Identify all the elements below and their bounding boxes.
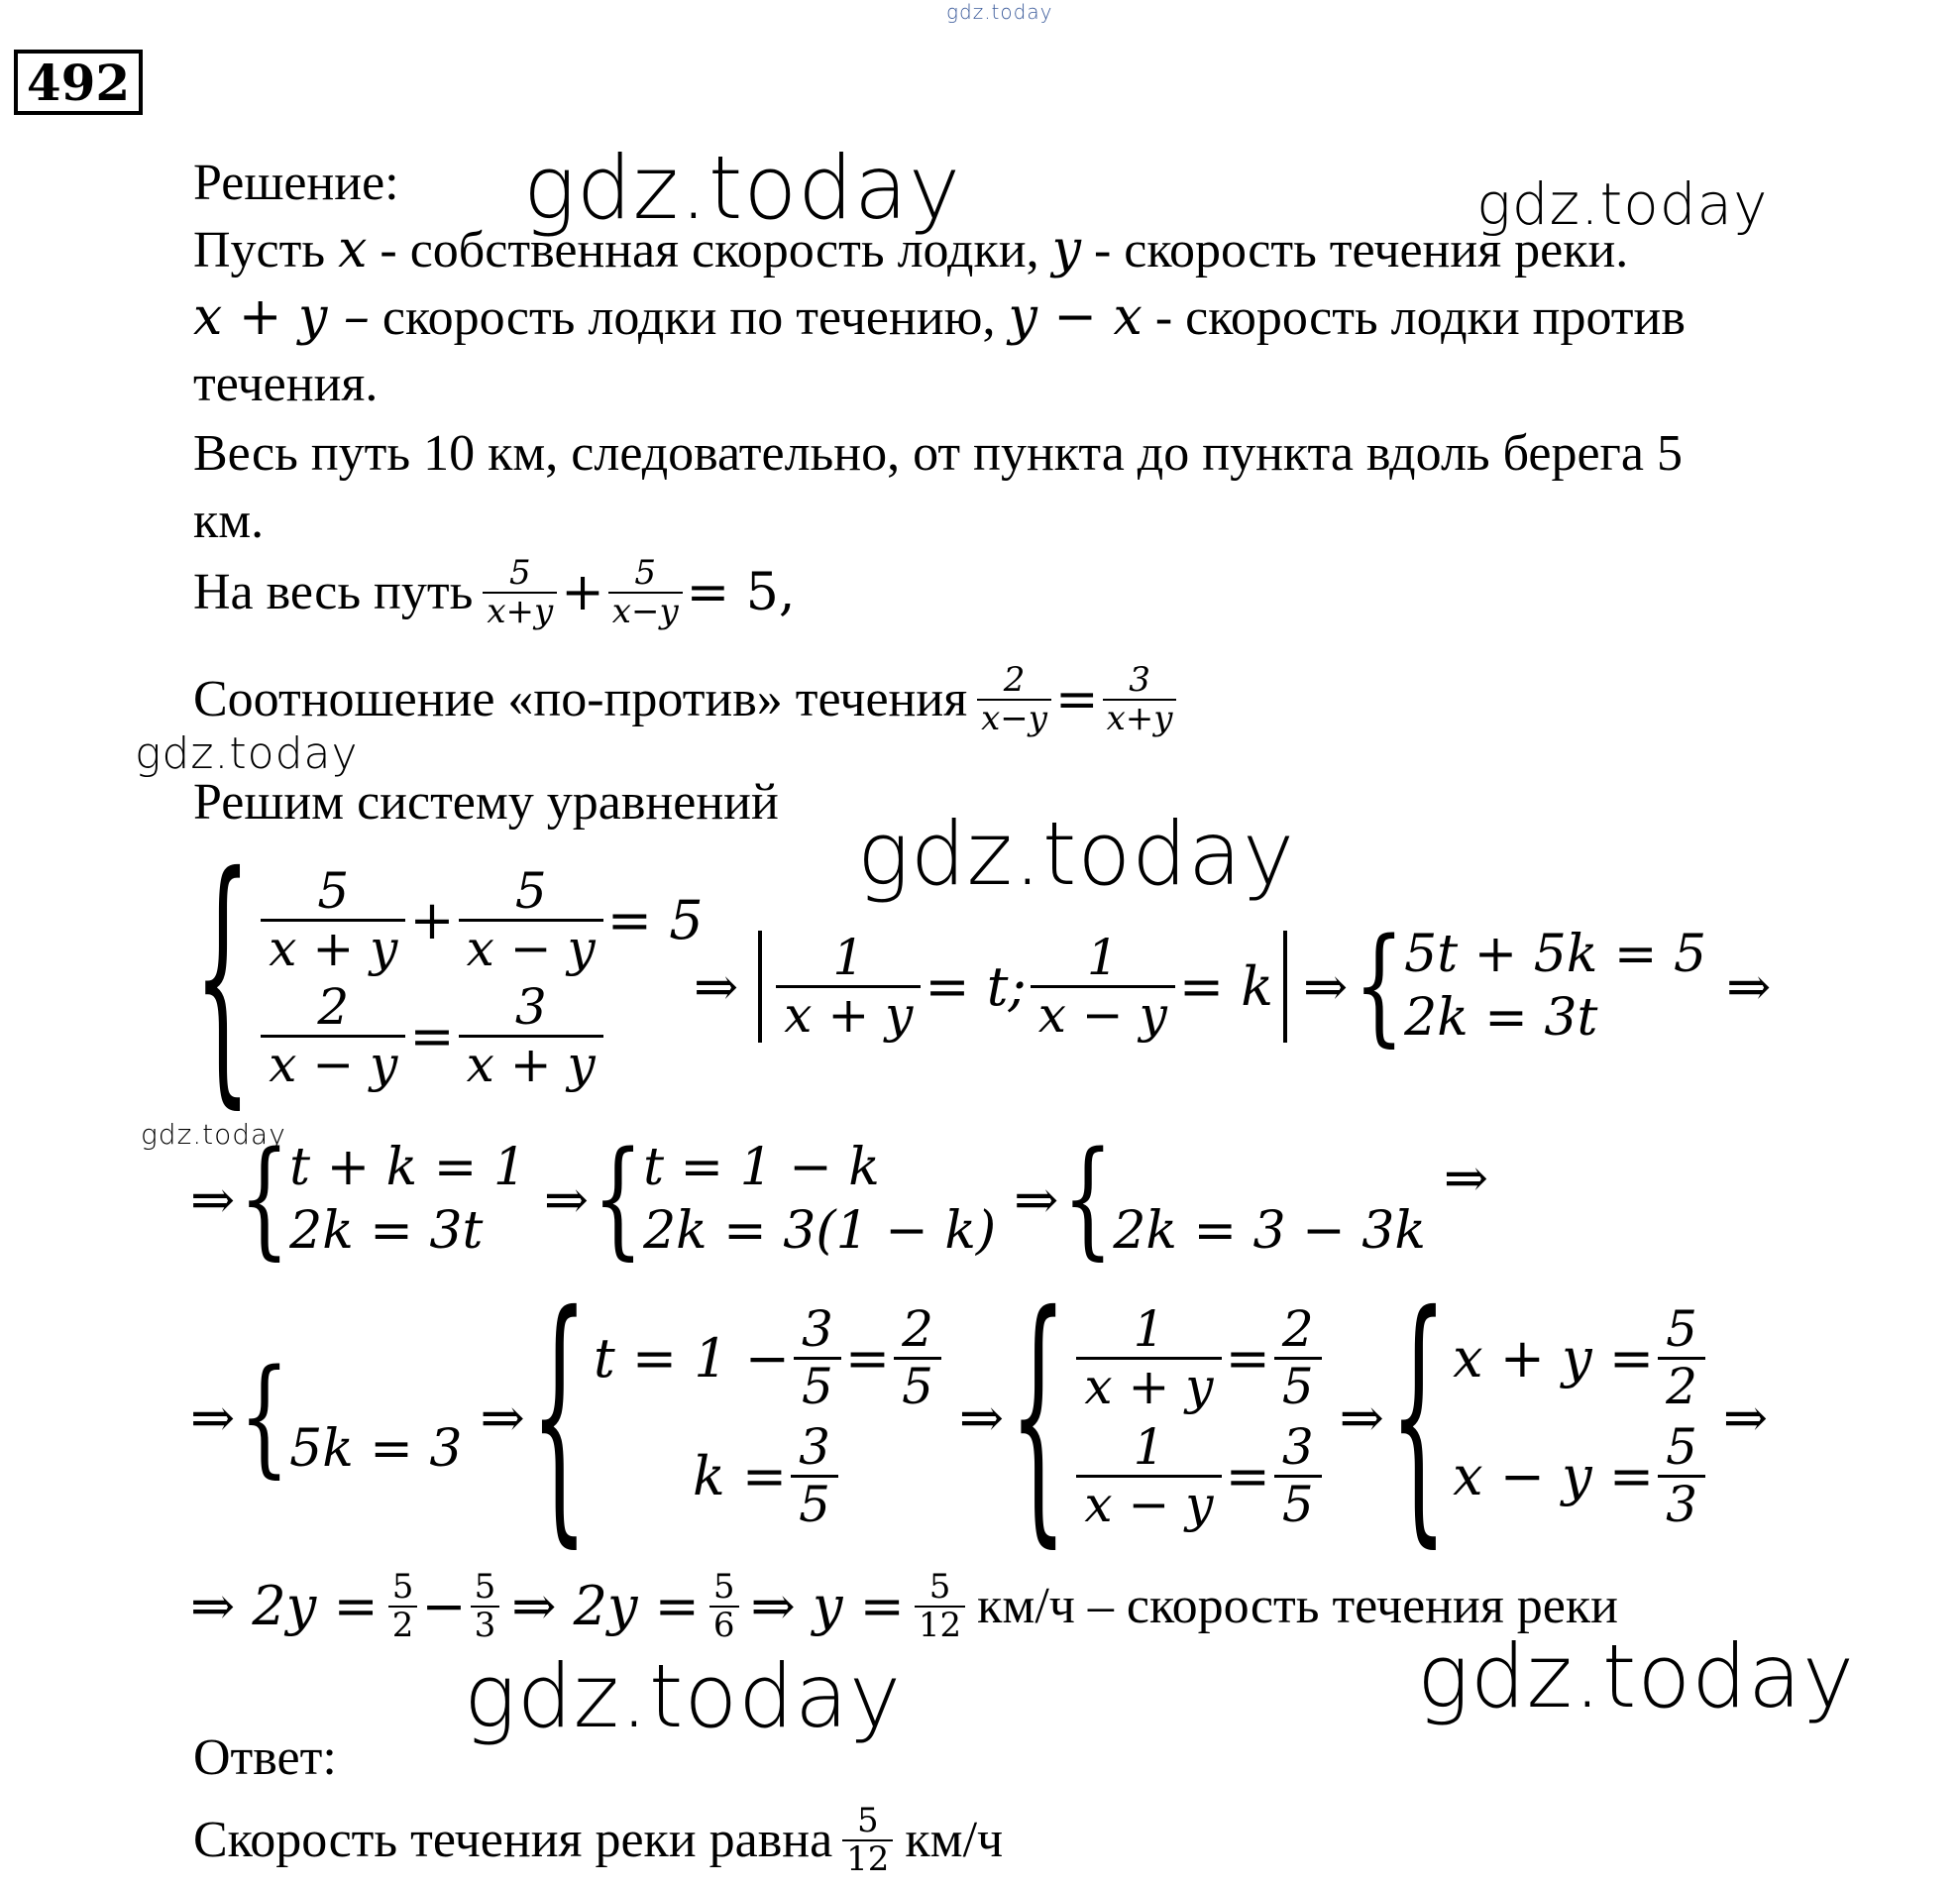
denominator: 5 xyxy=(1274,1357,1322,1414)
substitution-row xyxy=(694,911,1772,1059)
numerator: 2 xyxy=(1281,1300,1314,1358)
fraction xyxy=(459,864,603,976)
line-2 xyxy=(193,287,1686,348)
line-4: Весь путь 10 км, следовательно, от пункта до пункта вдоль берега 5 xyxy=(193,425,1683,482)
numerator: 1 xyxy=(832,928,865,986)
t-eq: t = 1 − xyxy=(593,1327,791,1390)
system-row: 5t + 5k = 5 xyxy=(1404,925,1707,984)
line-3: течения. xyxy=(193,356,379,412)
answer-text: Скорость течения реки равна xyxy=(193,1812,833,1868)
two-y-eq: ⇒ 2y = xyxy=(511,1575,700,1637)
system-row: 2k = 3t xyxy=(1404,988,1598,1048)
fraction xyxy=(471,1566,500,1645)
denominator: x+y xyxy=(1103,699,1177,737)
system-6 xyxy=(289,1354,462,1481)
denominator: 6 xyxy=(709,1606,739,1644)
implies-arrow: ⇒ xyxy=(480,1386,525,1449)
system-row: 5k = 3 xyxy=(289,1419,463,1479)
y-eq: ⇒ y = xyxy=(750,1575,905,1637)
numerator: 5 xyxy=(1666,1300,1697,1358)
line-2-b: - скорость лодки против xyxy=(1154,289,1686,346)
implies-arrow: ⇒ xyxy=(190,1386,236,1449)
implies-arrow: ⇒ xyxy=(543,1167,590,1231)
speed-unit: км/ч – скорость течения реки xyxy=(977,1578,1618,1634)
system-3 xyxy=(289,1136,526,1263)
line-6-a: На весь путь xyxy=(193,564,474,621)
result-line xyxy=(190,1562,1618,1651)
denominator: 3 xyxy=(1658,1475,1705,1532)
row-3 xyxy=(190,1260,1769,1572)
fraction xyxy=(1274,1420,1322,1532)
denominator: 2 xyxy=(388,1606,418,1644)
denominator: 2 xyxy=(1658,1357,1705,1414)
fraction xyxy=(776,928,921,1044)
eq-k: = k xyxy=(1178,954,1273,1018)
fraction xyxy=(842,1800,893,1879)
x-minus-y-eq: x − y = xyxy=(1453,1445,1655,1507)
denominator: x−y xyxy=(977,699,1051,737)
numerator: 5 xyxy=(856,1800,879,1840)
fraction xyxy=(1103,662,1177,738)
watermark: gdz.today xyxy=(857,803,1296,905)
expr-y-minus-x: y − x xyxy=(1008,287,1143,347)
denominator: x + y xyxy=(1076,1357,1221,1414)
numerator: 3 xyxy=(799,1418,830,1476)
minus-sign: − xyxy=(421,1575,467,1637)
numerator: 3 xyxy=(514,978,547,1036)
problem-number: 492 xyxy=(14,50,143,115)
system-8 xyxy=(1072,1302,1325,1532)
line-7-a: Соотношение «по-против» течения xyxy=(193,671,968,728)
denominator: 12 xyxy=(915,1606,965,1644)
fraction xyxy=(791,1420,838,1532)
system-row: 2k = 3t xyxy=(289,1201,484,1261)
implies-arrow: ⇒ xyxy=(958,1386,1005,1449)
k-eq: k = xyxy=(692,1445,788,1507)
system-row: 2k = 3(1 − k) xyxy=(643,1201,997,1261)
line-1-c: - скорость течения реки. xyxy=(1093,222,1629,278)
numerator: 3 xyxy=(802,1300,833,1358)
system-5 xyxy=(1113,1136,1426,1263)
denominator: x + y xyxy=(459,1035,603,1092)
denominator: x − y xyxy=(1076,1475,1221,1532)
denominator: x − y xyxy=(459,919,603,976)
system-7 xyxy=(594,1302,945,1532)
system-2 xyxy=(1404,923,1706,1050)
fraction xyxy=(915,1566,965,1645)
system-row: t = 1 − k xyxy=(643,1138,880,1197)
numerator: 5 xyxy=(474,1566,496,1607)
implies-arrow: ⇒ xyxy=(1302,954,1349,1018)
watermark: gdz.today xyxy=(1476,170,1769,238)
left-brace: { xyxy=(239,1342,290,1491)
numerator: 5 xyxy=(928,1566,951,1607)
left-brace: { xyxy=(1389,1260,1448,1572)
numerator: 5 xyxy=(712,1566,735,1607)
fraction xyxy=(794,1302,841,1414)
line-2-a: скорость лодки по течению, xyxy=(381,289,996,346)
answer-unit: км/ч xyxy=(905,1812,1004,1868)
numerator: 5 xyxy=(508,553,531,593)
fraction xyxy=(261,864,405,976)
denominator: x + y xyxy=(776,985,921,1043)
numerator: 5 xyxy=(514,862,547,920)
equals-sign: = xyxy=(844,1327,891,1390)
line-1 xyxy=(193,220,1628,280)
left-brace: { xyxy=(239,1124,290,1273)
denominator: 5 xyxy=(1274,1475,1322,1532)
fraction xyxy=(1076,1420,1221,1532)
fraction xyxy=(1658,1420,1705,1532)
substitution xyxy=(758,928,1287,1044)
watermark: gdz.today xyxy=(141,1118,286,1151)
fraction xyxy=(1658,1302,1705,1414)
watermark: gdz.today xyxy=(1417,1625,1856,1727)
answer-label: Ответ: xyxy=(193,1729,337,1786)
fraction xyxy=(709,1566,739,1645)
numerator: 2 xyxy=(317,978,350,1036)
equals-sign: = xyxy=(1055,670,1099,730)
expr-x-plus-y: x + y – xyxy=(193,287,370,347)
equation-tail: = 5 xyxy=(606,889,704,951)
implies-arrow: ⇒ xyxy=(694,954,739,1018)
system-9 xyxy=(1453,1302,1709,1532)
system-row: t + k = 1 xyxy=(289,1138,526,1197)
equals-sign: = xyxy=(1225,1445,1270,1507)
var-x: x xyxy=(338,220,368,279)
system-row: 2k = 3 − 3k xyxy=(1113,1201,1426,1261)
numerator: 1 xyxy=(1133,1300,1165,1358)
system-1 xyxy=(194,821,704,1133)
denominator: x − y xyxy=(1031,985,1175,1043)
equals-sign: = xyxy=(409,1005,455,1067)
line-8: Решим систему уравнений xyxy=(193,774,779,831)
implies-arrow: ⇒ xyxy=(1722,1386,1769,1449)
line-1-a: Пусть xyxy=(193,222,326,278)
implies-arrow: ⇒ xyxy=(1726,954,1772,1018)
implies-arrow: ⇒ xyxy=(1443,1146,1489,1209)
numerator: 5 xyxy=(391,1566,414,1607)
denominator: 5 xyxy=(794,1357,841,1414)
equals-sign: = xyxy=(1225,1327,1270,1390)
fraction xyxy=(388,1566,418,1645)
eq-t: = t; xyxy=(925,954,1027,1018)
fraction xyxy=(1076,1302,1221,1414)
denominator: x+y xyxy=(483,592,557,630)
left-brace: { xyxy=(593,1124,644,1273)
numerator: 5 xyxy=(317,862,350,920)
plus-sign: + xyxy=(409,889,455,951)
fraction xyxy=(894,1302,941,1414)
plus-sign: + xyxy=(561,563,604,623)
fraction xyxy=(608,555,683,631)
numerator: 3 xyxy=(1281,1418,1314,1476)
implies-arrow: ⇒ xyxy=(1014,1167,1059,1231)
x-plus-y-eq: x + y = xyxy=(1453,1327,1655,1390)
denominator: 5 xyxy=(791,1475,838,1532)
answer-line xyxy=(193,1796,1003,1885)
line-7 xyxy=(193,662,1180,738)
implies-arrow: ⇒ xyxy=(190,1167,236,1231)
denominator: 12 xyxy=(842,1839,893,1878)
numerator: 2 xyxy=(902,1300,933,1358)
left-brace: { xyxy=(1354,911,1405,1059)
watermark: gdz.today xyxy=(135,728,359,779)
numerator: 5 xyxy=(1666,1418,1697,1476)
numerator: 1 xyxy=(1133,1418,1165,1476)
var-y: y xyxy=(1051,220,1081,279)
fraction xyxy=(1031,928,1175,1044)
denominator: x − y xyxy=(261,1035,405,1092)
denominator: 3 xyxy=(471,1606,500,1644)
fraction xyxy=(459,980,603,1092)
numerator: 2 xyxy=(1003,660,1026,700)
numerator: 3 xyxy=(1129,660,1150,700)
denominator: x + y xyxy=(261,919,405,976)
watermark: gdz.today xyxy=(523,137,962,239)
solution-label: Решение: xyxy=(193,155,399,211)
denominator: x−y xyxy=(608,592,683,630)
left-brace: { xyxy=(530,1260,588,1572)
header-watermark: gdz.today xyxy=(946,0,1053,24)
line-6 xyxy=(193,555,795,631)
numerator: 1 xyxy=(1086,928,1119,986)
fraction xyxy=(1274,1302,1322,1414)
left-brace: { xyxy=(1010,1260,1067,1572)
watermark: gdz.today xyxy=(464,1645,903,1747)
left-brace: { xyxy=(1062,1124,1114,1273)
line-5: км. xyxy=(193,493,265,549)
equation-tail: = 5, xyxy=(686,563,796,623)
fraction xyxy=(483,555,557,631)
system-4 xyxy=(643,1136,996,1263)
implies-arrow: ⇒ xyxy=(1339,1386,1384,1449)
fraction xyxy=(977,662,1051,738)
line-1-b: - собственная скорость лодки, xyxy=(380,222,1039,278)
fraction xyxy=(261,980,405,1092)
numerator: 5 xyxy=(634,553,657,593)
two-y-eq: ⇒ 2y = xyxy=(190,1575,379,1637)
left-brace: { xyxy=(194,821,252,1133)
denominator: 5 xyxy=(894,1357,941,1414)
